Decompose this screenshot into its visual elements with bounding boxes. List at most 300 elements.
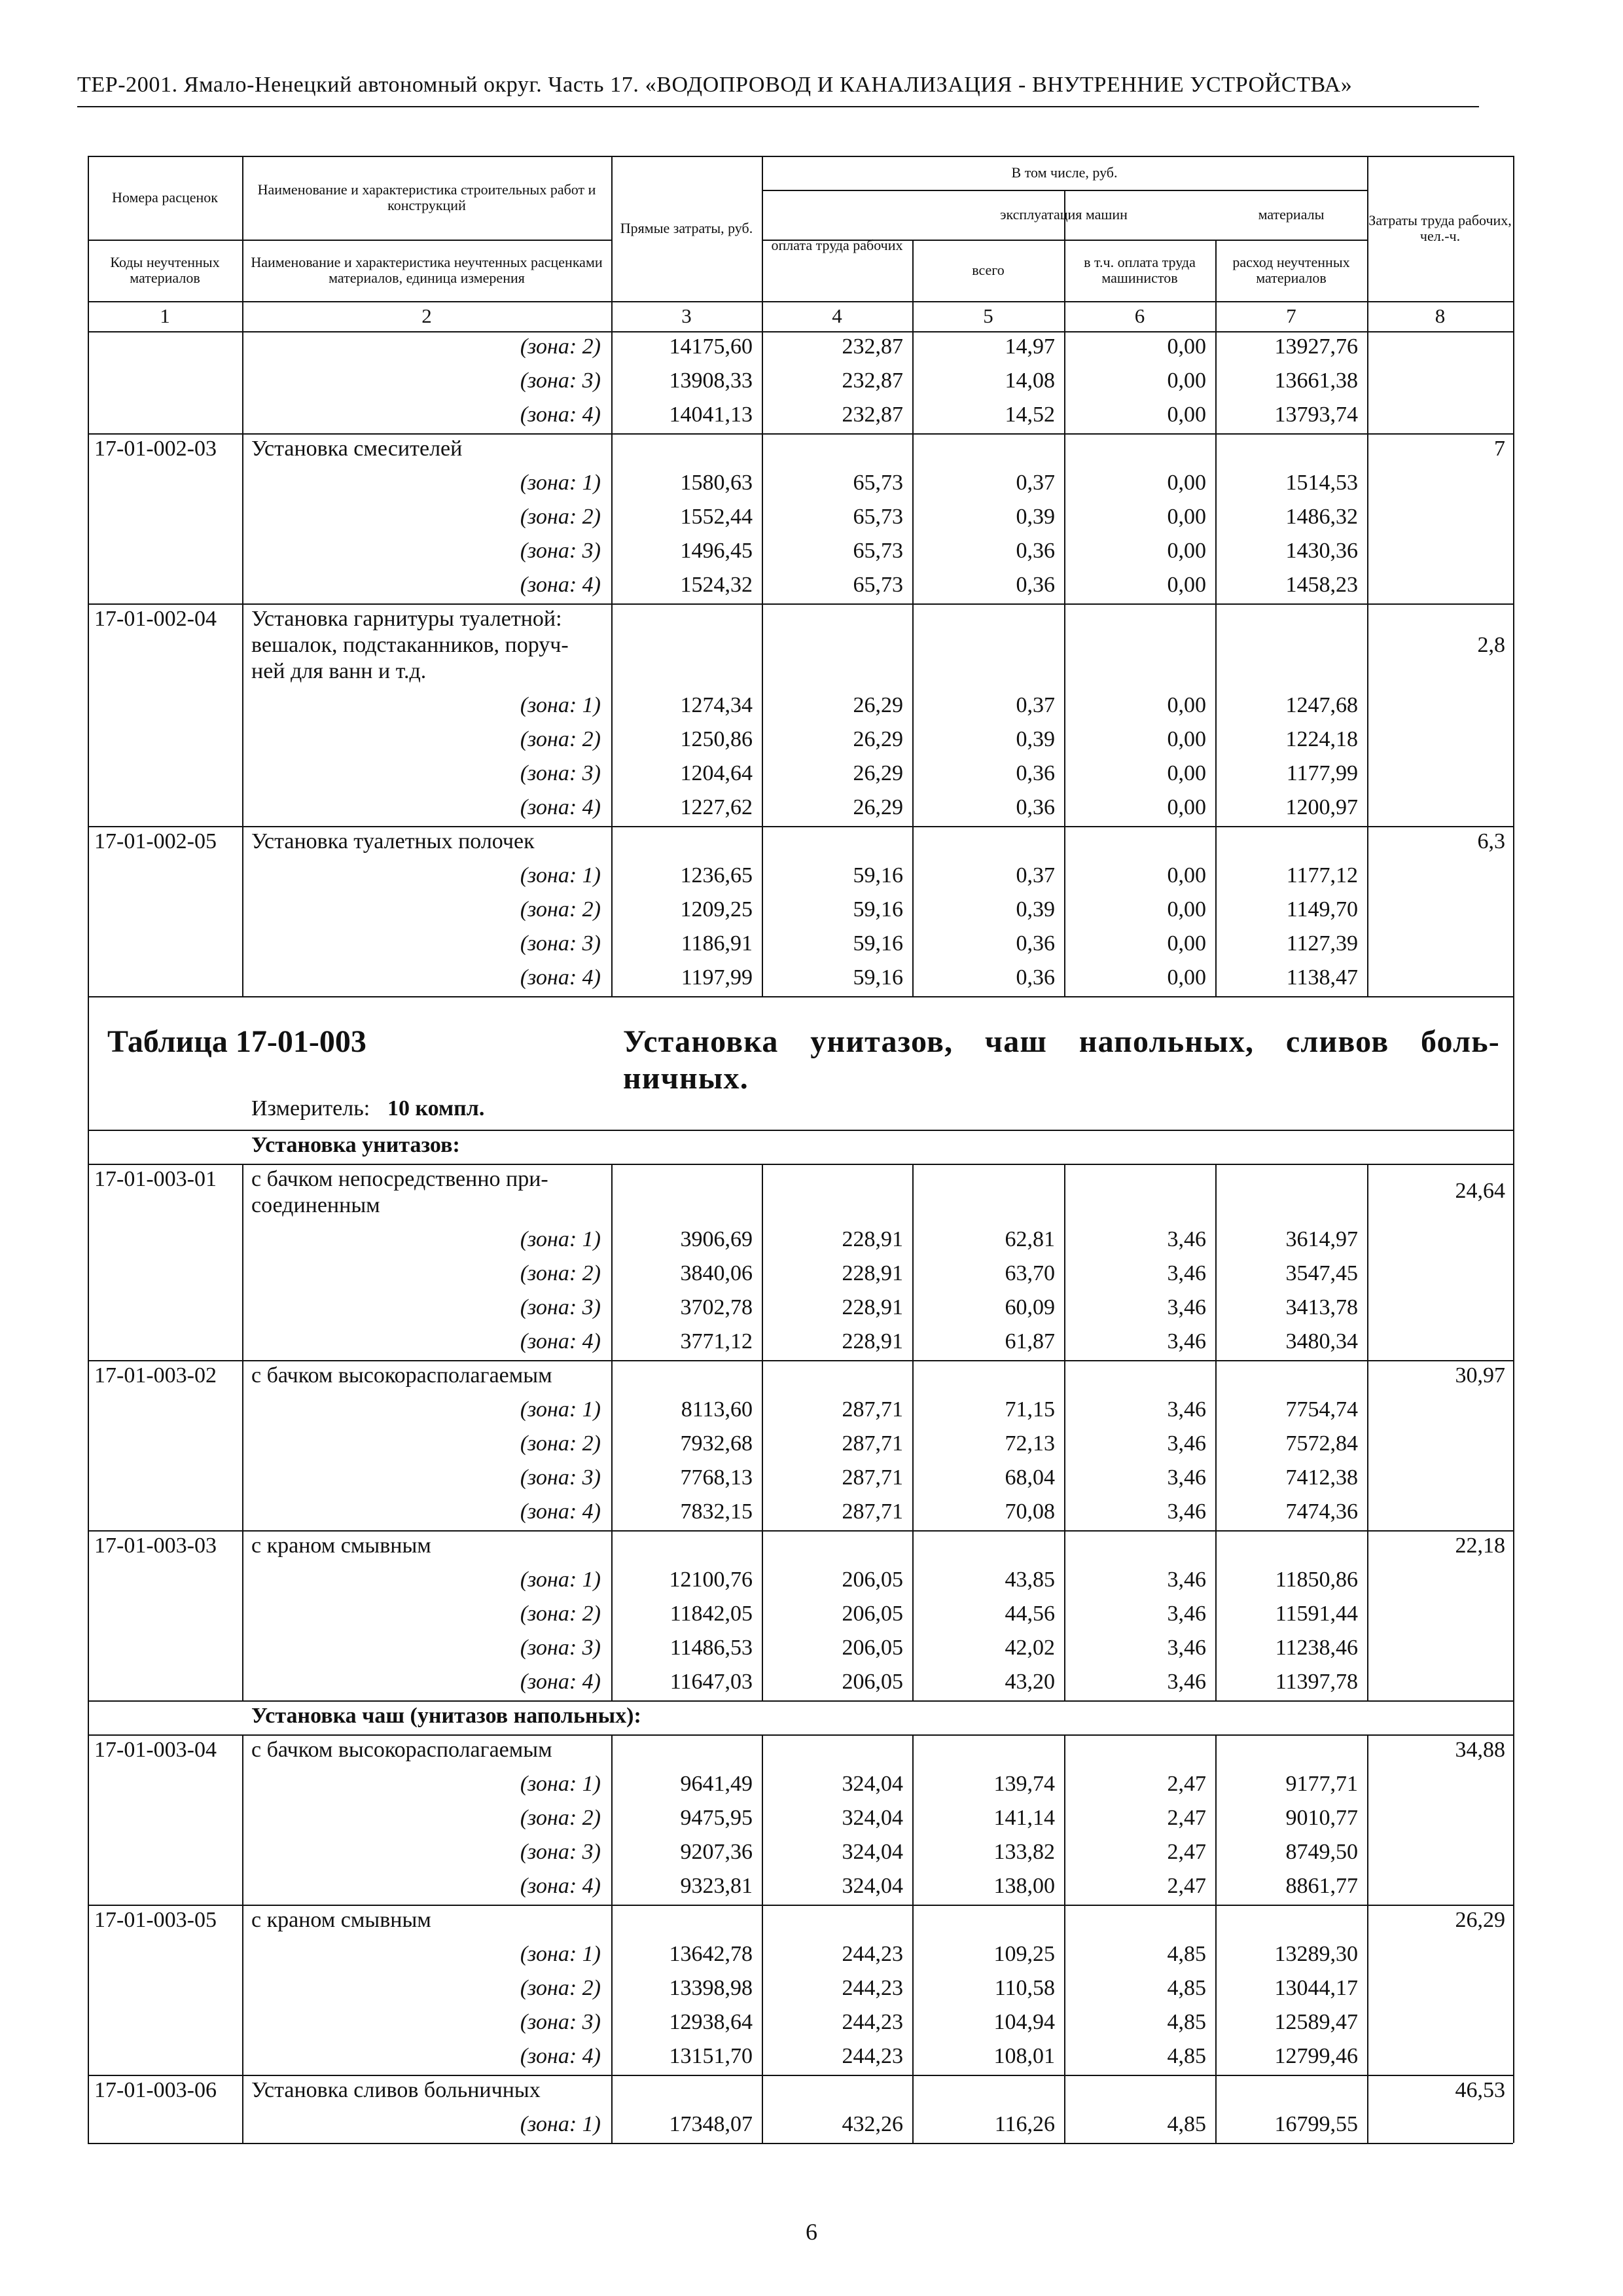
zone-label: (зона: 4)	[520, 965, 601, 990]
v-rule	[1513, 1700, 1514, 1734]
work-name-line: Установка гарнитуры туалетной:	[251, 607, 562, 631]
v-rule	[88, 996, 89, 1130]
header-col3: Прямые затраты, руб.	[620, 220, 753, 236]
zone-label: (зона: 3)	[520, 1636, 601, 1660]
zone-value: 26,29	[853, 761, 903, 785]
header-col8: Затраты труда рабочих, чел.-ч.	[1368, 212, 1512, 244]
v-rule	[88, 1905, 89, 2075]
zone-label: (зона: 2)	[520, 1431, 601, 1456]
zone-value: 324,04	[842, 1840, 903, 1864]
zone-value: 0,36	[1016, 761, 1055, 785]
upper-row-rule	[88, 603, 1513, 605]
section-rule	[88, 1734, 1513, 1736]
v-rule	[762, 331, 763, 433]
zone-value: 71,15	[1005, 1397, 1055, 1422]
v-rule	[1513, 1734, 1514, 1905]
zone-value: 138,00	[993, 1874, 1055, 1898]
v-rule	[88, 1700, 89, 1734]
zone-value: 0,00	[1167, 573, 1206, 597]
zone-value: 11647,03	[669, 1670, 753, 1694]
table-title: Установка унитазов, чаш напольных, сливов боль-ничных.	[623, 1024, 1500, 1096]
zone-label: (зона: 4)	[520, 1499, 601, 1524]
v-rule	[1513, 826, 1514, 996]
zone-value: 7412,38	[1285, 1465, 1358, 1490]
zone-value: 0,39	[1016, 897, 1055, 922]
v-rule	[1215, 1360, 1217, 1530]
s1-row-rule	[88, 1530, 1513, 1532]
column-number-1: 1	[160, 304, 170, 327]
zone-value: 3840,06	[680, 1261, 753, 1285]
zone-value: 4,85	[1167, 2112, 1206, 2136]
labor-cost: 2,8	[1477, 633, 1505, 657]
zone-value: 0,00	[1167, 727, 1206, 751]
zone-value: 206,05	[842, 1670, 903, 1694]
zone-value: 59,16	[853, 863, 903, 888]
section-title-toilets: Установка унитазов:	[251, 1133, 460, 1157]
zone-value: 1250,86	[680, 727, 753, 751]
zone-value: 3,46	[1167, 1295, 1206, 1319]
work-name-line: Установка сливов больничных	[251, 2078, 541, 2102]
zone-value: 104,94	[993, 2010, 1055, 2034]
v-rule	[1215, 1530, 1217, 1700]
zone-value: 11591,44	[1275, 1602, 1358, 1626]
rate-code: 17-01-003-06	[94, 2078, 217, 2102]
rate-code: 17-01-003-04	[94, 1738, 217, 1762]
column-number-7: 7	[1286, 304, 1296, 327]
table-number: Таблица 17-01-003	[107, 1024, 366, 1059]
zone-value: 3,46	[1167, 1397, 1206, 1422]
v-rule	[1513, 1905, 1514, 2075]
zone-value: 3,46	[1167, 1261, 1206, 1285]
zone-value: 14,52	[1005, 403, 1055, 427]
zone-label: (зона: 3)	[520, 931, 601, 956]
zone-label: (зона: 1)	[520, 863, 601, 888]
v-rule	[611, 1734, 613, 1905]
work-name-line: с краном смывным	[251, 1534, 431, 1558]
zone-value: 0,36	[1016, 965, 1055, 990]
zone-value: 0,00	[1167, 539, 1206, 563]
zone-value: 0,37	[1016, 693, 1055, 717]
s2-row-rule	[88, 1905, 1513, 1906]
v-rule	[1513, 1360, 1514, 1530]
v-rule	[1367, 1530, 1368, 1700]
zone-value: 60,09	[1005, 1295, 1055, 1319]
v-rule	[611, 2075, 613, 2143]
zone-label: (зона: 2)	[520, 727, 601, 751]
rate-code: 17-01-003-05	[94, 1908, 217, 1932]
zone-value: 13289,30	[1274, 1942, 1358, 1966]
zone-value: 232,87	[842, 334, 903, 359]
labor-cost: 6,3	[1477, 829, 1505, 853]
zone-value: 0,00	[1167, 403, 1206, 427]
v-rule	[242, 331, 243, 433]
v-rule	[611, 1360, 613, 1530]
v-rule	[242, 1164, 243, 1360]
zone-value: 2,47	[1167, 1874, 1206, 1898]
labor-cost: 34,88	[1455, 1738, 1505, 1762]
zone-label: (зона: 2)	[520, 1976, 601, 2000]
column-number-2: 2	[421, 304, 432, 327]
v-rule	[762, 2075, 763, 2143]
v-rule	[1367, 603, 1368, 826]
upper-row-rule	[88, 826, 1513, 827]
zone-value: 9177,71	[1285, 1772, 1358, 1796]
zone-value: 13908,33	[669, 368, 753, 393]
v-rule	[1215, 1164, 1217, 1360]
zone-label: (зона: 4)	[520, 1329, 601, 1354]
zone-value: 0,00	[1167, 693, 1206, 717]
v-rule	[762, 1905, 763, 2075]
header-col7: расход неучтенных материалов	[1232, 254, 1350, 286]
zone-value: 7474,36	[1285, 1499, 1358, 1524]
column-number-8: 8	[1435, 304, 1446, 327]
zone-value: 1177,12	[1286, 863, 1358, 888]
zone-value: 4,85	[1167, 2010, 1206, 2034]
zone-label: (зона: 4)	[520, 795, 601, 819]
zone-value: 3614,97	[1285, 1227, 1358, 1251]
zone-value: 3,46	[1167, 1431, 1206, 1456]
zone-value: 13398,98	[669, 1976, 753, 2000]
page-number: 6	[806, 2219, 817, 2245]
v-rule	[242, 603, 243, 826]
zone-label: (зона: 2)	[520, 334, 601, 359]
zone-value: 11842,05	[669, 1602, 753, 1626]
zone-label: (зона: 4)	[520, 1874, 601, 1898]
work-name-line: Установка смесителей	[251, 437, 463, 461]
zone-value: 228,91	[842, 1261, 903, 1285]
v-rule	[1513, 1164, 1514, 1360]
zone-label: (зона: 1)	[520, 1397, 601, 1422]
v-rule	[912, 1905, 914, 2075]
zone-value: 3,46	[1167, 1499, 1206, 1524]
zone-value: 3547,45	[1285, 1261, 1358, 1285]
zone-value: 43,20	[1005, 1670, 1055, 1694]
zone-value: 1204,64	[680, 761, 753, 785]
zone-label: (зона: 1)	[520, 1227, 601, 1251]
v-rule	[88, 1530, 89, 1700]
zone-value: 3,46	[1167, 1568, 1206, 1592]
zone-value: 3413,78	[1285, 1295, 1358, 1319]
document-header-title: ТЕР-2001. Ямало-Ненецкий автономный округ. Часть 17. «ВОДОПРОВОД И КАНАЛИЗАЦИЯ - ВНУТРЕННИЕ УСТРОЙСТВА»	[77, 73, 1353, 97]
zone-value: 11850,86	[1275, 1568, 1358, 1592]
zone-value: 3,46	[1167, 1602, 1206, 1626]
v-rule	[1513, 1130, 1514, 1164]
v-rule	[611, 1905, 613, 2075]
v-rule	[1064, 433, 1065, 603]
zone-value: 70,08	[1005, 1499, 1055, 1524]
v-rule	[1513, 433, 1514, 603]
v-rule	[242, 1360, 243, 1530]
zone-label: (зона: 3)	[520, 1295, 601, 1319]
v-rule	[1064, 603, 1065, 826]
v-rule	[1064, 1530, 1065, 1700]
zone-label: (зона: 4)	[520, 1670, 601, 1694]
zone-value: 8749,50	[1285, 1840, 1358, 1864]
zone-label: (зона: 4)	[520, 403, 601, 427]
work-name-line: с бачком высокорасполагаемым	[251, 1363, 552, 1388]
v-rule	[1215, 331, 1217, 433]
rate-code: 17-01-003-03	[94, 1534, 217, 1558]
v-rule	[1215, 1734, 1217, 1905]
work-name-line: Установка туалетных полочек	[251, 829, 535, 853]
zone-label: (зона: 2)	[520, 505, 601, 529]
zone-value: 13151,70	[669, 2044, 753, 2068]
zone-value: 287,71	[842, 1499, 903, 1524]
zone-value: 14,08	[1005, 368, 1055, 393]
zone-label: (зона: 2)	[520, 1602, 601, 1626]
header-col1-top: Номера расценок	[112, 189, 218, 206]
zone-value: 1514,53	[1285, 471, 1358, 495]
zone-label: (зона: 3)	[520, 1465, 601, 1490]
v-rule	[1367, 1164, 1368, 1360]
zone-value: 206,05	[842, 1568, 903, 1592]
zone-label: (зона: 3)	[520, 1840, 601, 1864]
v-rule	[88, 433, 89, 603]
v-rule	[762, 603, 763, 826]
v-rule	[1367, 433, 1368, 603]
zone-value: 0,00	[1167, 505, 1206, 529]
zone-value: 12938,64	[669, 2010, 753, 2034]
zone-value: 1200,97	[1285, 795, 1358, 819]
zone-value: 0,00	[1167, 863, 1206, 888]
v-rule	[912, 603, 914, 826]
rate-code: 17-01-002-04	[94, 607, 217, 631]
v-rule	[611, 603, 613, 826]
zone-value: 0,00	[1167, 368, 1206, 393]
v-rule	[1215, 826, 1217, 996]
v-rule	[1367, 1360, 1368, 1530]
zone-value: 7932,68	[680, 1431, 753, 1456]
v-rule	[1064, 1905, 1065, 2075]
zone-value: 14041,13	[669, 403, 753, 427]
zone-value: 7768,13	[680, 1465, 753, 1490]
v-rule	[88, 1734, 89, 1905]
zone-value: 12100,76	[669, 1568, 753, 1592]
upper-row-rule	[88, 433, 1513, 435]
zone-value: 0,00	[1167, 897, 1206, 922]
zone-value: 7832,15	[680, 1499, 753, 1524]
zone-value: 0,36	[1016, 573, 1055, 597]
v-rule	[912, 2075, 914, 2143]
header-materials: материалы	[1258, 206, 1325, 223]
zone-value: 228,91	[842, 1295, 903, 1319]
zone-value: 1247,68	[1285, 693, 1358, 717]
v-rule	[242, 1530, 243, 1700]
zone-value: 108,01	[993, 2044, 1055, 2068]
zone-value: 228,91	[842, 1329, 903, 1354]
v-rule	[912, 331, 914, 433]
zone-value: 287,71	[842, 1397, 903, 1422]
zone-value: 3,46	[1167, 1465, 1206, 1490]
zone-value: 4,85	[1167, 1976, 1206, 2000]
v-rule	[611, 1530, 613, 1700]
zone-value: 44,56	[1005, 1602, 1055, 1626]
v-rule	[242, 826, 243, 996]
column-number-4: 4	[832, 304, 842, 327]
section-rule	[88, 1164, 1513, 1165]
upper-row-rule	[88, 996, 1513, 997]
v-rule	[1367, 2075, 1368, 2143]
v-rule	[242, 1905, 243, 2075]
v-rule	[242, 433, 243, 603]
header-col4: оплата труда рабочих	[771, 237, 903, 253]
labor-cost: 30,97	[1455, 1363, 1505, 1388]
zone-value: 1209,25	[680, 897, 753, 922]
zone-label: (зона: 2)	[520, 1806, 601, 1830]
v-rule	[1367, 826, 1368, 996]
zone-value: 12799,46	[1274, 2044, 1358, 2068]
zone-value: 1186,91	[681, 931, 753, 956]
v-rule	[1064, 826, 1065, 996]
s2-row-rule	[88, 2143, 1513, 2144]
zone-value: 0,39	[1016, 727, 1055, 751]
zone-value: 1496,45	[680, 539, 753, 563]
header-col6: в т.ч. оплата труда машинистов	[1084, 254, 1196, 286]
v-rule	[88, 331, 89, 433]
zone-value: 1524,32	[680, 573, 753, 597]
zone-value: 232,87	[842, 403, 903, 427]
v-rule	[912, 826, 914, 996]
work-name-line: с бачком высокорасполагаемым	[251, 1738, 552, 1762]
zone-label: (зона: 1)	[520, 1942, 601, 1966]
work-name-line: соединенным	[251, 1193, 380, 1217]
zone-value: 42,02	[1005, 1636, 1055, 1660]
v-rule	[1064, 2075, 1065, 2143]
v-rule	[1367, 1905, 1368, 2075]
work-name-line: с бачком непосредственно при-	[251, 1167, 548, 1191]
zone-value: 0,00	[1167, 334, 1206, 359]
v-rule	[1367, 1734, 1368, 1905]
v-rule	[1215, 2075, 1217, 2143]
zone-value: 0,36	[1016, 795, 1055, 819]
zone-label: (зона: 1)	[520, 2112, 601, 2136]
column-number-3: 3	[681, 304, 692, 327]
zone-value: 8113,60	[681, 1397, 753, 1422]
zone-value: 63,70	[1005, 1261, 1055, 1285]
header-col2-bottom: Наименование и характеристика неучтенных расценками материалов, единица измерения	[251, 254, 603, 286]
v-rule	[762, 826, 763, 996]
v-rule	[1064, 1734, 1065, 1905]
zone-value: 244,23	[842, 2010, 903, 2034]
zone-value: 324,04	[842, 1874, 903, 1898]
zone-value: 16799,55	[1274, 2112, 1358, 2136]
zone-value: 1177,99	[1286, 761, 1358, 785]
v-rule	[1513, 1530, 1514, 1700]
zone-label: (зона: 1)	[520, 1568, 601, 1592]
zone-value: 59,16	[853, 931, 903, 956]
zone-value: 4,85	[1167, 2044, 1206, 2068]
zone-value: 7754,74	[1285, 1397, 1358, 1422]
zone-label: (зона: 3)	[520, 368, 601, 393]
header-col2-top: Наименование и характеристика строительных работ и конструкций	[257, 181, 596, 213]
zone-value: 14175,60	[669, 334, 753, 359]
zone-value: 1430,36	[1285, 539, 1358, 563]
zone-value: 206,05	[842, 1602, 903, 1626]
zone-value: 287,71	[842, 1431, 903, 1456]
work-name-line: вешалок, подстаканников, поруч-	[251, 633, 569, 657]
zone-value: 8861,77	[1285, 1874, 1358, 1898]
v-rule	[912, 433, 914, 603]
zone-value: 13793,74	[1274, 403, 1358, 427]
zone-value: 9010,77	[1285, 1806, 1358, 1830]
zone-value: 1138,47	[1286, 965, 1358, 990]
zone-label: (зона: 1)	[520, 471, 601, 495]
zone-value: 0,00	[1167, 761, 1206, 785]
header-machines: эксплуатация машин	[1000, 206, 1128, 223]
zone-value: 244,23	[842, 2044, 903, 2068]
v-rule	[611, 826, 613, 996]
labor-cost: 46,53	[1455, 2078, 1505, 2102]
zone-value: 244,23	[842, 1942, 903, 1966]
zone-value: 9207,36	[680, 1840, 753, 1864]
v-rule	[912, 1530, 914, 1700]
v-rule	[88, 1130, 89, 1164]
zone-label: (зона: 4)	[520, 2044, 601, 2068]
zone-value: 206,05	[842, 1636, 903, 1660]
v-rule	[242, 1734, 243, 1905]
v-rule	[1513, 996, 1514, 1130]
zone-value: 1486,32	[1285, 505, 1358, 529]
v-rule	[762, 1734, 763, 1905]
zone-value: 0,37	[1016, 471, 1055, 495]
zone-value: 324,04	[842, 1772, 903, 1796]
v-rule	[912, 1734, 914, 1905]
zone-value: 26,29	[853, 795, 903, 819]
rate-code: 17-01-002-03	[94, 437, 217, 461]
header-col5: всего	[972, 262, 1005, 278]
zone-value: 110,58	[994, 1976, 1055, 2000]
v-rule	[1513, 331, 1514, 433]
v-rule	[1064, 331, 1065, 433]
zone-value: 116,26	[994, 2112, 1055, 2136]
zone-label: (зона: 1)	[520, 1772, 601, 1796]
zone-value: 139,74	[993, 1772, 1055, 1796]
v-rule	[762, 1164, 763, 1360]
zone-value: 3906,69	[680, 1227, 753, 1251]
header-col1-bottom: Коды неучтенных материалов	[110, 254, 220, 286]
zone-value: 0,00	[1167, 931, 1206, 956]
labor-cost: 7	[1494, 437, 1505, 461]
zone-value: 1197,99	[681, 965, 753, 990]
zone-value: 1580,63	[680, 471, 753, 495]
zone-value: 3,46	[1167, 1636, 1206, 1660]
zone-value: 1236,65	[680, 863, 753, 888]
work-name-line: с краном смывным	[251, 1908, 431, 1932]
zone-value: 62,81	[1005, 1227, 1055, 1251]
zone-value: 141,14	[993, 1806, 1055, 1830]
zone-value: 65,73	[853, 471, 903, 495]
v-rule	[1367, 331, 1368, 433]
v-rule	[1215, 433, 1217, 603]
zone-value: 26,29	[853, 727, 903, 751]
zone-label: (зона: 3)	[520, 539, 601, 563]
v-rule	[88, 603, 89, 826]
zone-value: 59,16	[853, 965, 903, 990]
zone-value: 1274,34	[680, 693, 753, 717]
v-rule	[1064, 1360, 1065, 1530]
zone-value: 12589,47	[1274, 2010, 1358, 2034]
labor-cost: 24,64	[1455, 1179, 1505, 1203]
zone-value: 432,26	[842, 2112, 903, 2136]
zone-value: 3,46	[1167, 1670, 1206, 1694]
header-incl: В том числе, руб.	[1011, 164, 1118, 181]
v-rule	[912, 1164, 914, 1360]
header-rule-bottom	[88, 301, 1513, 302]
column-number-5: 5	[983, 304, 993, 327]
zone-value: 26,29	[853, 693, 903, 717]
zone-value: 9475,95	[680, 1806, 753, 1830]
zone-value: 0,00	[1167, 795, 1206, 819]
